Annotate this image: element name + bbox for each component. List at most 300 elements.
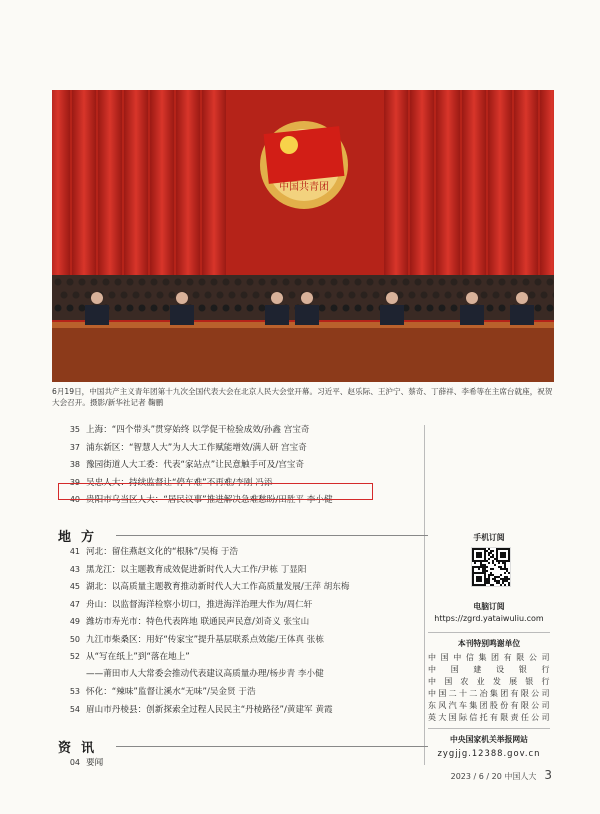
qr-module (500, 552, 502, 554)
audience-head (67, 305, 74, 312)
audience-head (91, 279, 98, 286)
toc-page-number: 49 (69, 617, 80, 626)
qr-module (492, 574, 494, 576)
toc-entry-title: 怀化：“辣味”监督让溪水“无味” (86, 687, 207, 697)
qr-module (472, 580, 474, 582)
leader-figure (295, 305, 319, 325)
leader-head (386, 292, 398, 304)
qr-module (508, 558, 510, 560)
footer-issue: 2023 / 6 / 20 中国人大 (450, 772, 537, 781)
toc-page-number: 50 (69, 634, 80, 644)
audience-head (163, 279, 170, 286)
qr-module (498, 576, 500, 578)
audience-head (391, 279, 398, 286)
qr-module (476, 578, 478, 580)
qr-module (506, 570, 508, 572)
qr-module (492, 568, 494, 570)
qr-module (480, 562, 482, 564)
qr-module (478, 572, 480, 574)
audience-head (127, 279, 134, 286)
qr-module (484, 582, 486, 584)
qr-module (504, 552, 506, 554)
qr-module (496, 556, 498, 558)
qr-module (490, 574, 492, 576)
thanks-item: 中国中信集团有限公司 (428, 653, 550, 662)
qr-module (472, 566, 474, 568)
audience-head (331, 305, 338, 312)
toc-entry[interactable] (60, 421, 420, 439)
leader-head (301, 292, 313, 304)
section-local-title: 地方 (58, 530, 105, 545)
curtain-fold (124, 90, 148, 280)
toc-page-number: 47 (69, 599, 80, 609)
pc-subscribe-url[interactable]: https://zgrd.yataiwuliu.com (434, 614, 544, 623)
qr-module (478, 576, 480, 578)
qr-module (494, 564, 496, 566)
leader-figure (265, 305, 289, 325)
section-news-rule (116, 746, 428, 747)
qr-module (484, 576, 486, 578)
audience-head (355, 279, 362, 286)
qr-module (480, 548, 482, 550)
qr-module (482, 560, 484, 562)
toc-entry-author: /周仁轩 (283, 599, 313, 610)
audience-head (511, 279, 518, 286)
qr-module (504, 564, 506, 566)
audience-head (247, 279, 254, 286)
toc-entry[interactable] (60, 578, 420, 596)
qr-module (484, 564, 486, 566)
audience-head (133, 292, 140, 299)
qr-module (508, 578, 510, 580)
curtain-fold (176, 90, 200, 280)
toc-entry[interactable] (60, 596, 420, 614)
qr-module (478, 566, 480, 568)
qr-module (484, 548, 486, 550)
qr-module (484, 584, 486, 586)
qr-module (498, 580, 500, 582)
curtain-fold (384, 90, 408, 280)
qr-module (508, 560, 510, 562)
qr-module (480, 552, 482, 554)
toc-entry-author: /李刚 冯添 (232, 477, 273, 488)
audience-head (415, 305, 422, 312)
qr-module (488, 548, 490, 550)
audience-head (523, 279, 530, 286)
audience-head (427, 279, 434, 286)
qr-module (480, 566, 482, 568)
audience-head (463, 279, 470, 286)
toc-entry[interactable] (60, 701, 420, 719)
thanks-item: 英大国际信托有限责任公司 (428, 713, 550, 722)
audience-head (535, 279, 542, 286)
qr-module (482, 570, 484, 572)
toc-entry-author: /黄建军 黄霞 (283, 704, 333, 715)
audience-head (151, 279, 158, 286)
audience-head (319, 279, 326, 286)
qr-module (478, 584, 480, 586)
qr-module (496, 558, 498, 560)
qr-module (496, 548, 498, 550)
qr-module (502, 554, 504, 556)
section-news-heading (58, 738, 428, 754)
curtain-fold (150, 90, 174, 280)
qr-module (484, 572, 486, 574)
qr-module (472, 554, 474, 556)
qr-module (478, 578, 480, 580)
qr-module (496, 576, 498, 578)
audience-head (547, 305, 554, 312)
qr-module (504, 562, 506, 564)
qr-module (500, 548, 502, 550)
qr-module (508, 556, 510, 558)
qr-module (504, 568, 506, 570)
qr-module (472, 576, 474, 578)
qr-module (500, 566, 502, 568)
toc-entry-title: 湖北：以高质量主题教育推动新时代人大工作高质量发展 (86, 582, 301, 592)
qr-module (476, 580, 478, 582)
qr-module (482, 564, 484, 566)
toc-entry[interactable] (60, 754, 420, 772)
audience-head (373, 292, 380, 299)
audience-head (493, 292, 500, 299)
audience-head (253, 292, 260, 299)
toc-entry-author: /宫宝奇 (275, 460, 305, 470)
page-number: 3 (544, 768, 552, 782)
qr-module (488, 578, 490, 580)
qr-module (472, 558, 474, 560)
qr-module (478, 554, 480, 556)
qr-module (482, 584, 484, 586)
section-local-rule (116, 535, 428, 536)
leader-figure (170, 305, 194, 325)
qr-module (484, 580, 486, 582)
audience-head (175, 279, 182, 286)
qr-module (472, 584, 474, 586)
curtain-fold (98, 90, 122, 280)
report-url[interactable]: zygjjg.12388.gov.cn (437, 748, 541, 758)
qr-module (486, 550, 488, 552)
toc-page-number: 52 (69, 652, 80, 661)
report-title: 中央国家机关举报网站 (450, 735, 528, 744)
qr-module (498, 562, 500, 564)
qr-module (496, 582, 498, 584)
audience-head (79, 305, 86, 312)
qr-module (478, 580, 480, 582)
toc-entry-title: 河北：留住燕赵文化的“根脉” (86, 547, 199, 557)
toc-news-list (60, 754, 420, 772)
qr-module (488, 554, 490, 556)
toc-entry[interactable] (60, 613, 420, 631)
toc-entry-title: 吴忠人大：持续监督让“停车难”不再难 (86, 477, 233, 488)
pc-subscribe-label: 电脑订阅 (473, 602, 505, 611)
qr-module (484, 550, 486, 552)
qr-module (484, 554, 486, 556)
qr-module (484, 574, 486, 576)
qr-module (504, 578, 506, 580)
toc-entry[interactable] (60, 456, 420, 474)
qr-module (500, 554, 502, 556)
curtain-fold (540, 90, 554, 280)
toc-entry[interactable] (60, 631, 420, 649)
audience-head (121, 292, 128, 299)
toc-entry-title: ——莆田市人大常委会推动代表建议高质量办理 (86, 668, 267, 679)
qr-module (502, 580, 504, 582)
qr-module (472, 550, 474, 552)
qr-module (496, 580, 498, 582)
leader-head (176, 292, 188, 304)
qr-module (488, 562, 490, 564)
qr-module (492, 550, 494, 552)
qr-module (474, 566, 476, 568)
audience-head (313, 292, 320, 299)
qr-code-icon[interactable] (471, 547, 511, 587)
audience-head (265, 292, 272, 299)
mobile-subscribe-label: 手机订阅 (473, 533, 505, 542)
qr-module (488, 582, 490, 584)
toc-entry-title: 贵阳市乌当区人大：“居民议事”推进解决急难愁盼 (86, 495, 276, 505)
qr-module (496, 560, 498, 562)
audience-head (241, 292, 248, 299)
leader-head (91, 292, 103, 304)
leader-figure (380, 305, 404, 325)
qr-module (492, 578, 494, 580)
qr-module (490, 584, 492, 586)
qr-module (472, 570, 474, 572)
toc-entry[interactable] (60, 666, 420, 684)
toc-entry-title: 浦东新区：“智慧人大”为人大工作赋能增效 (86, 442, 250, 453)
qr-module (506, 568, 508, 570)
qr-module (488, 574, 490, 576)
qr-module (484, 560, 486, 562)
toc-page-number: 04 (69, 758, 80, 767)
qr-module (480, 560, 482, 562)
thanks-item: 中国建设银行 (428, 665, 550, 674)
toc-entry-title: 从“写在纸上”到“落在地上” (86, 652, 190, 662)
audience-head (211, 305, 218, 312)
audience-head (235, 279, 242, 286)
audience-head (421, 292, 428, 299)
qr-module (474, 584, 476, 586)
qr-module (508, 554, 510, 556)
toc-entry-author: /刘奇义 张宝山 (252, 617, 310, 627)
qr-module (472, 552, 474, 554)
audience-head (325, 292, 332, 299)
qr-module (490, 572, 492, 574)
qr-module (508, 548, 510, 550)
audience-head (349, 292, 356, 299)
audience-head (457, 292, 464, 299)
toc-entry[interactable] (60, 683, 420, 701)
qr-module (490, 556, 492, 558)
curtain-fold (514, 90, 538, 280)
audience-head (439, 305, 446, 312)
qr-module (492, 584, 494, 586)
audience-head (235, 305, 242, 312)
qr-module (494, 578, 496, 580)
qr-module (488, 552, 490, 554)
column-divider (424, 425, 425, 765)
toc-entry-author: /尹栋 丁显阳 (257, 564, 307, 575)
qr-module (498, 560, 500, 562)
audience-head (367, 279, 374, 286)
qr-module (486, 560, 488, 562)
toc-entry[interactable] (60, 543, 420, 561)
qr-module (506, 576, 508, 578)
qr-module (484, 568, 486, 570)
qr-module (482, 548, 484, 550)
qr-module (502, 568, 504, 570)
audience-head (409, 292, 416, 299)
qr-module (500, 560, 502, 562)
audience-head (199, 279, 206, 286)
qr-module (492, 556, 494, 558)
toc-entry-author: /田胜平 李小健 (275, 495, 333, 505)
leader-figure (460, 305, 484, 325)
audience-head (289, 292, 296, 299)
qr-module (496, 554, 498, 556)
qr-module (476, 584, 478, 586)
highlight-box (58, 483, 373, 500)
qr-module (496, 552, 498, 554)
qr-module (478, 548, 480, 550)
qr-module (478, 552, 480, 554)
qr-module (494, 558, 496, 560)
toc-page-number: 37 (69, 442, 80, 452)
audience-head (415, 279, 422, 286)
audience-head (145, 292, 152, 299)
audience-head (109, 292, 116, 299)
toc-entry-author: /吴梅 于浩 (198, 547, 239, 557)
qr-module (474, 572, 476, 574)
qr-module (486, 566, 488, 568)
audience-head (451, 279, 458, 286)
qr-module (472, 568, 474, 570)
qr-module (508, 584, 510, 586)
thanks-list (428, 652, 550, 724)
qr-module (498, 582, 500, 584)
audience-head (61, 292, 68, 299)
leader-figure (85, 305, 109, 325)
audience-head (115, 279, 122, 286)
qr-module (508, 552, 510, 554)
audience-head (163, 305, 170, 312)
qr-module (482, 568, 484, 570)
audience-head (475, 279, 482, 286)
qr-module (506, 578, 508, 580)
audience-head (151, 305, 158, 312)
qr-module (502, 560, 504, 562)
qr-module (476, 552, 478, 554)
audience-head (427, 305, 434, 312)
curtain-fold (202, 90, 226, 280)
qr-module (500, 556, 502, 558)
toc-entry-author: /吴金贤 于浩 (206, 687, 256, 697)
qr-module (506, 580, 508, 582)
qr-module (480, 580, 482, 582)
toc-entry-author: /王体真 张栋 (275, 634, 324, 645)
qr-module (484, 570, 486, 572)
toc-entry-author: /杨步青 李小健 (266, 668, 324, 679)
curtain-fold (72, 90, 96, 280)
audience-head (541, 292, 548, 299)
qr-module (476, 554, 478, 556)
qr-module (476, 548, 478, 550)
audience-head (343, 279, 350, 286)
leader-head (516, 292, 528, 304)
leader-figure (510, 305, 534, 325)
qr-module (472, 578, 474, 580)
audience-head (439, 279, 446, 286)
toc-entry-title: 九江市柴桑区：用好“传家宝”提升基层联系点效能 (86, 634, 276, 645)
audience-head (529, 292, 536, 299)
thanks-title: 本刊特别鸣谢单位 (457, 639, 521, 648)
qr-module (476, 576, 478, 578)
qr-module (492, 560, 494, 562)
toc-entry-title: 黑龙江：以主题教育成效促进新时代人大工作 (86, 564, 258, 575)
audience-head (217, 292, 224, 299)
audience-head (187, 279, 194, 286)
qr-module (472, 572, 474, 574)
audience-head (73, 292, 80, 299)
qr-module (492, 554, 494, 556)
qr-module (494, 580, 496, 582)
qr-module (480, 578, 482, 580)
toc-page-number: 40 (69, 495, 80, 504)
audience-head (355, 305, 362, 312)
qr-module (506, 560, 508, 562)
qr-module (474, 560, 476, 562)
toc-entry[interactable] (60, 439, 420, 457)
emblem-text: 中国共青团 (279, 182, 329, 193)
audience-head (445, 292, 452, 299)
audience-head (499, 305, 506, 312)
qr-module (488, 576, 490, 578)
qr-module (482, 566, 484, 568)
photo-caption: 6月19日，中国共产主义青年团第十九次全国代表大会在北京人民大会堂开幕。习近平、赵乐际、王沪宁、蔡奇、丁薛祥、李希等在主席台就座，祝贺大会召开。摄影/新华社记者 鞠鹏 (52, 387, 553, 407)
qr-module (490, 568, 492, 570)
toc-entry[interactable] (60, 561, 420, 579)
qr-module (492, 562, 494, 564)
qr-module (480, 576, 482, 578)
audience-head (205, 292, 212, 299)
toc-entry-author: /孙鑫 宫宝奇 (260, 425, 310, 435)
qr-module (484, 566, 486, 568)
qr-module (488, 580, 490, 582)
thanks-item: 东风汽车集团股份有限公司 (428, 701, 550, 710)
qr-module (484, 578, 486, 580)
qr-module (508, 550, 510, 552)
qr-module (490, 552, 492, 554)
qr-module (480, 572, 482, 574)
qr-module (476, 572, 478, 574)
audience-head (361, 292, 368, 299)
qr-module (486, 570, 488, 572)
qr-module (480, 556, 482, 558)
toc-page-number: 45 (69, 582, 80, 591)
qr-module (480, 584, 482, 586)
curtain-fold (52, 90, 70, 280)
qr-module (472, 548, 474, 550)
qr-module (502, 556, 504, 558)
audience-head (337, 292, 344, 299)
audience-head (499, 279, 506, 286)
audience-head (103, 279, 110, 286)
toc-entry[interactable] (60, 648, 420, 666)
audience-head (169, 292, 176, 299)
qr-module (476, 566, 478, 568)
audience-head (481, 292, 488, 299)
